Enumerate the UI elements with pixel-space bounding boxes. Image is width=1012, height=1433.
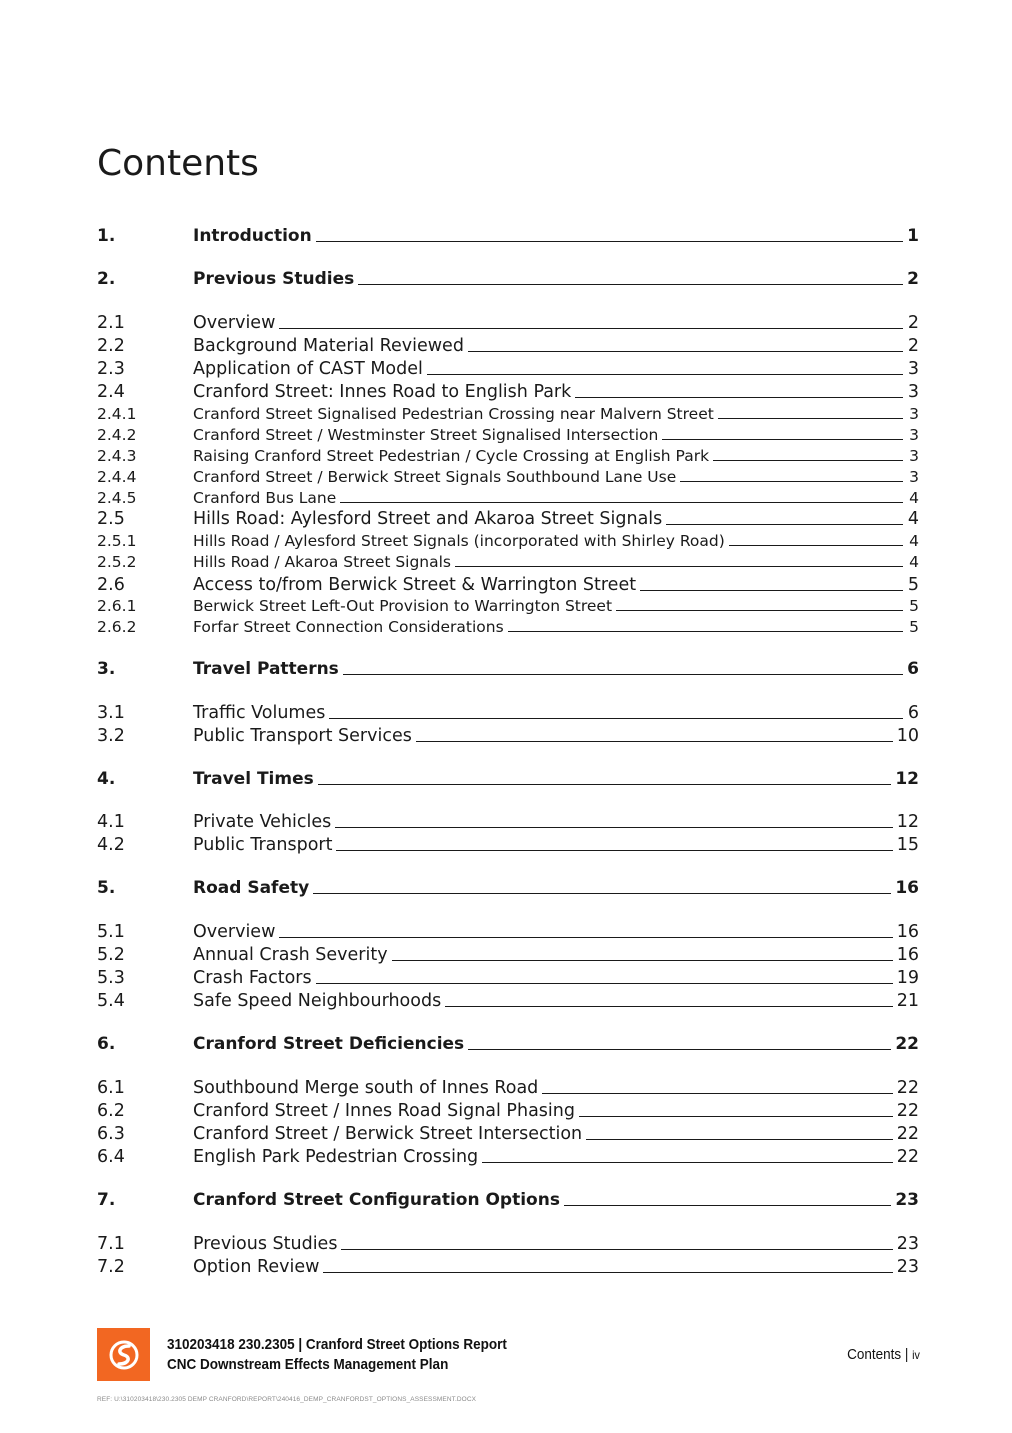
toc-entry-number: 3. xyxy=(97,659,116,679)
toc-entry-number: 2.4.2 xyxy=(97,426,137,444)
toc-entry-section[interactable] xyxy=(97,313,919,333)
toc-entry-page: 16 xyxy=(895,878,919,898)
footer-section-name: Contents xyxy=(847,1346,902,1363)
toc-entry-page: 4 xyxy=(909,532,919,550)
toc-entry-title: Introduction xyxy=(193,226,312,246)
toc-entry-number: 6.2 xyxy=(97,1101,125,1121)
toc-entry-page: 16 xyxy=(896,945,919,965)
toc-entry-title: Hills Road: Aylesford Street and Akaroa Street Signals xyxy=(193,509,663,529)
toc-entry-section[interactable] xyxy=(97,968,919,988)
toc-entry-section[interactable] xyxy=(97,382,919,402)
toc-leader-line xyxy=(680,481,903,482)
toc-entry-number: 4. xyxy=(97,769,116,789)
toc-leader-line xyxy=(564,1205,891,1206)
toc-entry-page: 3 xyxy=(909,405,919,423)
toc-leader-line xyxy=(279,328,903,329)
toc-entry-page: 4 xyxy=(907,509,919,529)
toc-entry-sub[interactable] xyxy=(97,405,919,423)
toc-entry-page: 3 xyxy=(907,382,919,402)
toc-entry-title: Cranford Bus Lane xyxy=(193,489,337,507)
toc-entry-title: Hills Road / Aylesford Street Signals (incorporated with Shirley Road) xyxy=(193,532,725,550)
toc-entry-page: 6 xyxy=(907,703,919,723)
toc-entry-number: 7.2 xyxy=(97,1257,125,1277)
toc-leader-line xyxy=(455,566,903,567)
toc-entry-page: 23 xyxy=(896,1257,919,1277)
toc-entry-number: 4.2 xyxy=(97,835,125,855)
toc-entry-page: 15 xyxy=(896,835,919,855)
toc-leader-line xyxy=(427,374,903,375)
toc-entry-section[interactable] xyxy=(97,1078,919,1098)
toc-entry-title: Traffic Volumes xyxy=(193,703,326,723)
toc-entry-page: 2 xyxy=(907,336,919,356)
toc-leader-line xyxy=(416,741,893,742)
toc-leader-line xyxy=(482,1162,893,1163)
toc-entry-title: Cranford Street: Innes Road to English Park xyxy=(193,382,572,402)
toc-entry-page: 2 xyxy=(907,313,919,333)
toc-leader-line xyxy=(616,610,903,611)
toc-entry-number: 3.2 xyxy=(97,726,125,746)
toc-leader-line xyxy=(392,960,893,961)
toc-entry-number: 2.4.5 xyxy=(97,489,137,507)
toc-entry-title: Public Transport xyxy=(193,835,333,855)
toc-entry-title: Cranford Street / Berwick Street Intersection xyxy=(193,1124,583,1144)
toc-entry-page: 3 xyxy=(909,426,919,444)
toc-entry-chapter[interactable] xyxy=(97,1034,919,1054)
toc-entry-page: 10 xyxy=(896,726,919,746)
toc-leader-line xyxy=(468,351,903,352)
toc-entry-number: 1. xyxy=(97,226,116,246)
toc-entry-number: 5.4 xyxy=(97,991,125,1011)
toc-leader-line xyxy=(662,439,903,440)
toc-entry-number: 2.6 xyxy=(97,575,125,595)
toc-entry-number: 5.1 xyxy=(97,922,125,942)
toc-entry-page: 22 xyxy=(896,1101,919,1121)
toc-entry-number: 2.3 xyxy=(97,359,125,379)
toc-entry-section[interactable] xyxy=(97,835,919,855)
logo-icon xyxy=(107,1338,141,1372)
toc-entry-title: Option Review xyxy=(193,1257,320,1277)
toc-entry-title: Overview xyxy=(193,313,276,333)
toc-entry-page: 4 xyxy=(909,489,919,507)
toc-entry-chapter[interactable] xyxy=(97,659,919,679)
toc-entry-title: Travel Patterns xyxy=(193,659,339,679)
toc-entry-number: 2.5 xyxy=(97,509,125,529)
toc-entry-chapter[interactable] xyxy=(97,878,919,898)
toc-entry-number: 6.3 xyxy=(97,1124,125,1144)
toc-leader-line xyxy=(279,937,892,938)
toc-entry-number: 2.5.1 xyxy=(97,532,137,550)
toc-entry-sub[interactable] xyxy=(97,597,919,615)
toc-entry-title: English Park Pedestrian Crossing xyxy=(193,1147,479,1167)
toc-entry-section[interactable] xyxy=(97,1147,919,1167)
toc-entry-page: 16 xyxy=(896,922,919,942)
toc-entry-number: 2.4.4 xyxy=(97,468,137,486)
toc-entry-sub[interactable] xyxy=(97,618,919,636)
toc-entry-section[interactable] xyxy=(97,1124,919,1144)
toc-entry-sub[interactable] xyxy=(97,468,919,486)
toc-entry-number: 5. xyxy=(97,878,116,898)
footer-page-label: Contents | iv xyxy=(847,1346,920,1363)
toc-entry-title: Cranford Street Signalised Pedestrian Crossing near Malvern Street xyxy=(193,405,714,423)
toc-leader-line xyxy=(318,784,892,785)
footer-page-number: iv xyxy=(912,1348,920,1362)
toc-entry-number: 2.4.3 xyxy=(97,447,137,465)
toc-entry-title: Safe Speed Neighbourhoods xyxy=(193,991,442,1011)
toc-entry-title: Raising Cranford Street Pedestrian / Cycle Crossing at English Park xyxy=(193,447,710,465)
toc-entry-chapter[interactable] xyxy=(97,226,919,246)
toc-leader-line xyxy=(729,545,903,546)
toc-entry-page: 3 xyxy=(909,447,919,465)
toc-entry-number: 6. xyxy=(97,1034,116,1054)
toc-entry-section[interactable] xyxy=(97,945,919,965)
table-of-contents xyxy=(97,0,919,1433)
toc-entry-title: Overview xyxy=(193,922,276,942)
toc-entry-title: Annual Crash Severity xyxy=(193,945,388,965)
toc-leader-line xyxy=(508,631,903,632)
toc-entry-title: Background Material Reviewed xyxy=(193,336,464,356)
toc-entry-sub[interactable] xyxy=(97,532,919,550)
toc-entry-page: 5 xyxy=(907,575,919,595)
toc-entry-page: 6 xyxy=(907,659,919,679)
toc-entry-page: 2 xyxy=(907,269,919,289)
toc-entry-section[interactable] xyxy=(97,922,919,942)
toc-leader-line xyxy=(445,1006,893,1007)
toc-entry-chapter[interactable] xyxy=(97,769,919,789)
toc-leader-line xyxy=(468,1049,891,1050)
toc-entry-number: 6.4 xyxy=(97,1147,125,1167)
toc-entry-title: Road Safety xyxy=(193,878,310,898)
toc-entry-page: 21 xyxy=(896,991,919,1011)
toc-entry-number: 2.4 xyxy=(97,382,125,402)
toc-entry-section[interactable] xyxy=(97,1234,919,1254)
toc-leader-line xyxy=(316,983,893,984)
toc-entry-chapter[interactable] xyxy=(97,1190,919,1210)
toc-entry-title: Travel Times xyxy=(193,769,314,789)
toc-entry-number: 7.1 xyxy=(97,1234,125,1254)
footer-report-title: 310203418 230.2305 | Cranford Street Options Report xyxy=(167,1336,507,1353)
toc-leader-line xyxy=(316,241,903,242)
toc-leader-line xyxy=(713,460,903,461)
toc-entry-number: 2.6.1 xyxy=(97,597,137,615)
toc-entry-title: Cranford Street Deficiencies xyxy=(193,1034,465,1054)
toc-entry-title: Berwick Street Left-Out Provision to Warrington Street xyxy=(193,597,613,615)
toc-entry-title: Crash Factors xyxy=(193,968,312,988)
toc-leader-line xyxy=(313,893,891,894)
toc-entry-sub[interactable] xyxy=(97,489,919,507)
toc-entry-title: Public Transport Services xyxy=(193,726,412,746)
toc-entry-number: 2.1 xyxy=(97,313,125,333)
toc-entry-number: 2.4.1 xyxy=(97,405,137,423)
toc-leader-line xyxy=(718,418,903,419)
toc-entry-title: Cranford Street / Berwick Street Signals Southbound Lane Use xyxy=(193,468,677,486)
toc-entry-number: 3.1 xyxy=(97,703,125,723)
toc-leader-line xyxy=(358,284,903,285)
toc-entry-title: Previous Studies xyxy=(193,1234,338,1254)
toc-entry-page: 3 xyxy=(909,468,919,486)
toc-leader-line xyxy=(340,502,903,503)
toc-entry-section[interactable] xyxy=(97,1101,919,1121)
toc-entry-page: 1 xyxy=(907,226,919,246)
toc-entry-title: Southbound Merge south of Innes Road xyxy=(193,1078,539,1098)
toc-entry-title: Hills Road / Akaroa Street Signals xyxy=(193,553,452,571)
toc-entry-page: 22 xyxy=(896,1078,919,1098)
toc-entry-page: 3 xyxy=(907,359,919,379)
toc-entry-section[interactable] xyxy=(97,336,919,356)
toc-entry-page: 12 xyxy=(895,769,919,789)
toc-leader-line xyxy=(336,850,892,851)
toc-entry-number: 5.2 xyxy=(97,945,125,965)
toc-entry-number: 5.3 xyxy=(97,968,125,988)
toc-entry-section[interactable] xyxy=(97,575,919,595)
toc-entry-title: Cranford Street / Westminster Street Signalised Intersection xyxy=(193,426,659,444)
toc-entry-title: Cranford Street / Innes Road Signal Phasing xyxy=(193,1101,575,1121)
toc-leader-line xyxy=(343,674,903,675)
toc-entry-section[interactable] xyxy=(97,991,919,1011)
toc-entry-page: 22 xyxy=(895,1034,919,1054)
toc-entry-title: Application of CAST Model xyxy=(193,359,423,379)
toc-entry-section[interactable] xyxy=(97,703,919,723)
toc-entry-sub[interactable] xyxy=(97,553,919,571)
toc-entry-sub[interactable] xyxy=(97,447,919,465)
toc-entry-section[interactable] xyxy=(97,359,919,379)
toc-entry-page: 22 xyxy=(896,1124,919,1144)
page-title: Contents xyxy=(97,143,259,184)
toc-entry-chapter[interactable] xyxy=(97,269,919,289)
toc-entry-section[interactable] xyxy=(97,509,919,529)
file-reference: REF: U:\310203418\230.2305 DEMP CRANFORD\REPORT\240416_DEMP_CRANFORDST_OPTIONS_ASSESSMENT.DOCX xyxy=(97,1396,477,1403)
toc-entry-page: 4 xyxy=(909,553,919,571)
toc-entry-page: 19 xyxy=(896,968,919,988)
toc-entry-page: 5 xyxy=(909,597,919,615)
toc-leader-line xyxy=(666,524,903,525)
toc-entry-page: 23 xyxy=(896,1234,919,1254)
toc-leader-line xyxy=(586,1139,893,1140)
toc-leader-line xyxy=(542,1093,892,1094)
toc-entry-title: Forfar Street Connection Considerations xyxy=(193,618,504,636)
toc-entry-number: 2. xyxy=(97,269,116,289)
toc-entry-section[interactable] xyxy=(97,812,919,832)
toc-entry-title: Cranford Street Configuration Options xyxy=(193,1190,560,1210)
toc-entry-number: 2.5.2 xyxy=(97,553,137,571)
toc-entry-number: 6.1 xyxy=(97,1078,125,1098)
footer-project-name: CNC Downstream Effects Management Plan xyxy=(167,1356,449,1373)
toc-entry-number: 2.2 xyxy=(97,336,125,356)
toc-leader-line xyxy=(329,718,903,719)
toc-entry-section[interactable] xyxy=(97,1257,919,1277)
toc-leader-line xyxy=(341,1249,892,1250)
toc-leader-line xyxy=(640,590,903,591)
toc-entry-sub[interactable] xyxy=(97,426,919,444)
company-logo xyxy=(97,1328,150,1381)
toc-entry-page: 12 xyxy=(896,812,919,832)
toc-entry-page: 5 xyxy=(909,618,919,636)
toc-entry-page: 22 xyxy=(896,1147,919,1167)
toc-leader-line xyxy=(575,397,903,398)
toc-entry-number: 4.1 xyxy=(97,812,125,832)
toc-leader-line xyxy=(323,1272,892,1273)
toc-entry-title: Private Vehicles xyxy=(193,812,332,832)
toc-entry-number: 2.6.2 xyxy=(97,618,137,636)
toc-leader-line xyxy=(579,1116,893,1117)
toc-entry-section[interactable] xyxy=(97,726,919,746)
footer-report-info xyxy=(167,1335,507,1375)
toc-entry-title: Previous Studies xyxy=(193,269,355,289)
toc-entry-page: 23 xyxy=(895,1190,919,1210)
toc-leader-line xyxy=(335,827,892,828)
toc-entry-number: 7. xyxy=(97,1190,116,1210)
toc-entry-title: Access to/from Berwick Street & Warrington Street xyxy=(193,575,637,595)
